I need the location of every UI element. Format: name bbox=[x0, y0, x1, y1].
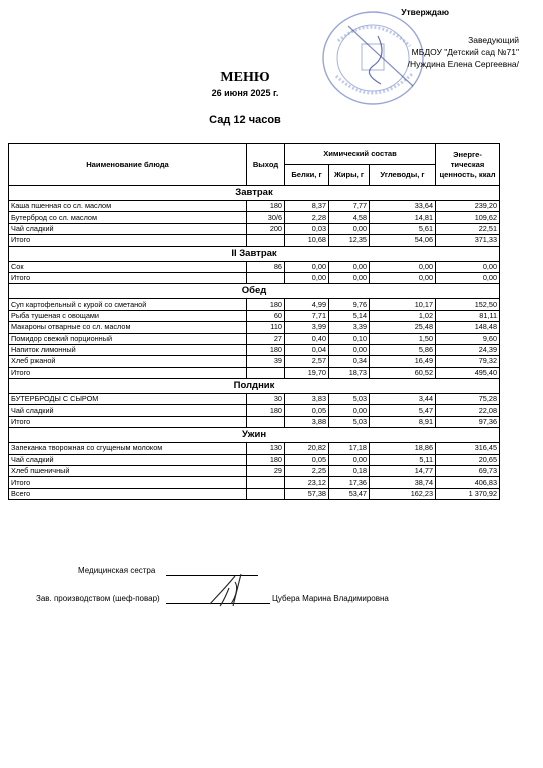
cell-energy: 152,50 bbox=[436, 299, 500, 310]
approval-name: /Нуждина Елена Сергеевна/ bbox=[407, 59, 519, 69]
table-row bbox=[9, 322, 500, 333]
dish-name: Запеканка творожная со сгущеным молоком bbox=[9, 443, 247, 454]
cell-protein: 0,00 bbox=[285, 272, 329, 283]
dish-name: Хлеб пшеничный bbox=[9, 466, 247, 477]
table-row bbox=[9, 454, 500, 465]
chef-name: Цубера Марина Владимировна bbox=[272, 594, 389, 603]
table-row bbox=[9, 443, 500, 454]
cell-energy: 81,11 bbox=[436, 310, 500, 321]
cell-output bbox=[247, 367, 285, 378]
col-header-carb: Углеводы, г bbox=[370, 165, 436, 186]
cell-energy: 75,28 bbox=[436, 394, 500, 405]
dish-name: Итого bbox=[9, 272, 247, 283]
approval-position: Заведующий bbox=[468, 35, 519, 45]
cell-protein: 3,88 bbox=[285, 416, 329, 427]
cell-energy: 406,83 bbox=[436, 477, 500, 488]
dish-name: Бутерброд со сл. маслом bbox=[9, 212, 247, 223]
cell-output: 130 bbox=[247, 443, 285, 454]
dish-name: Чай сладкий bbox=[9, 454, 247, 465]
cell-output bbox=[247, 235, 285, 246]
cell-carb: 14,81 bbox=[370, 212, 436, 223]
cell-energy: 97,36 bbox=[436, 416, 500, 427]
table-row bbox=[9, 466, 500, 477]
table-row bbox=[9, 333, 500, 344]
dish-name: Итого bbox=[9, 367, 247, 378]
nurse-label: Медицинская сестра bbox=[78, 566, 156, 575]
section-title: II Завтрак bbox=[9, 246, 500, 261]
cell-fat: 0,18 bbox=[329, 466, 370, 477]
section-title: Полдник bbox=[9, 379, 500, 394]
table-row bbox=[9, 261, 500, 272]
dish-name: Каша пшенная со сл. маслом bbox=[9, 201, 247, 212]
section-header-row bbox=[9, 186, 500, 201]
cell-fat: 12,35 bbox=[329, 235, 370, 246]
section-title: Ужин bbox=[9, 428, 500, 443]
cell-fat: 18,73 bbox=[329, 367, 370, 378]
cell-carb: 25,48 bbox=[370, 322, 436, 333]
cell-carb: 33,64 bbox=[370, 201, 436, 212]
cell-fat: 0,00 bbox=[329, 454, 370, 465]
cell-fat: 0,10 bbox=[329, 333, 370, 344]
approval-org: МБДОУ "Детский сад №71" bbox=[411, 47, 519, 57]
table-row bbox=[9, 223, 500, 234]
cell-fat: 5,03 bbox=[329, 416, 370, 427]
cell-energy: 20,65 bbox=[436, 454, 500, 465]
chef-signature bbox=[205, 568, 255, 608]
cell-fat: 53,47 bbox=[329, 488, 370, 499]
dish-name: Сок bbox=[9, 261, 247, 272]
subtotal-row bbox=[9, 272, 500, 283]
cell-energy: 79,32 bbox=[436, 356, 500, 367]
cell-carb: 162,23 bbox=[370, 488, 436, 499]
cell-energy: 316,45 bbox=[436, 443, 500, 454]
cell-protein: 20,82 bbox=[285, 443, 329, 454]
subtotal-row bbox=[9, 416, 500, 427]
cell-carb: 60,52 bbox=[370, 367, 436, 378]
cell-energy: 495,40 bbox=[436, 367, 500, 378]
cell-fat: 0,00 bbox=[329, 405, 370, 416]
cell-protein: 0,05 bbox=[285, 454, 329, 465]
section-header-row bbox=[9, 246, 500, 261]
cell-output: 180 bbox=[247, 405, 285, 416]
cell-carb: 5,47 bbox=[370, 405, 436, 416]
cell-carb: 5,11 bbox=[370, 454, 436, 465]
cell-energy: 148,48 bbox=[436, 322, 500, 333]
cell-carb: 1,50 bbox=[370, 333, 436, 344]
page-title: МЕНЮ bbox=[220, 70, 270, 85]
dish-name: Чай сладкий bbox=[9, 223, 247, 234]
cell-output bbox=[247, 477, 285, 488]
cell-output: 180 bbox=[247, 201, 285, 212]
cell-carb: 54,06 bbox=[370, 235, 436, 246]
menu-table bbox=[8, 143, 500, 500]
table-row bbox=[9, 212, 500, 223]
cell-output: 180 bbox=[247, 299, 285, 310]
cell-protein: 10,68 bbox=[285, 235, 329, 246]
cell-energy: 22,08 bbox=[436, 405, 500, 416]
table-row bbox=[9, 310, 500, 321]
dish-name: Чай сладкий bbox=[9, 405, 247, 416]
table-row bbox=[9, 201, 500, 212]
cell-output: 86 bbox=[247, 261, 285, 272]
cell-carb: 38,74 bbox=[370, 477, 436, 488]
cell-energy: 109,62 bbox=[436, 212, 500, 223]
section-title: Завтрак bbox=[9, 186, 500, 201]
cell-output: 29 bbox=[247, 466, 285, 477]
col-header-energy: Энерге-тическая ценность, ккал bbox=[436, 144, 500, 186]
section-title: Обед bbox=[9, 284, 500, 299]
table-row bbox=[9, 356, 500, 367]
cell-energy: 22,51 bbox=[436, 223, 500, 234]
total-row bbox=[9, 488, 500, 499]
cell-carb: 16,49 bbox=[370, 356, 436, 367]
cell-fat: 17,36 bbox=[329, 477, 370, 488]
cell-output bbox=[247, 488, 285, 499]
cell-energy: 69,73 bbox=[436, 466, 500, 477]
cell-energy: 1 370,92 bbox=[436, 488, 500, 499]
cell-protein: 2,28 bbox=[285, 212, 329, 223]
cell-fat: 4,58 bbox=[329, 212, 370, 223]
cell-protein: 0,04 bbox=[285, 344, 329, 355]
col-header-fat: Жиры, г bbox=[329, 165, 370, 186]
dish-name: БУТЕРБРОДЫ С СЫРОМ bbox=[9, 394, 247, 405]
cell-output: 180 bbox=[247, 454, 285, 465]
cell-protein: 0,00 bbox=[285, 261, 329, 272]
cell-carb: 10,17 bbox=[370, 299, 436, 310]
cell-fat: 0,00 bbox=[329, 261, 370, 272]
table-row bbox=[9, 344, 500, 355]
cell-protein: 23,12 bbox=[285, 477, 329, 488]
table-row bbox=[9, 394, 500, 405]
cell-carb: 18,86 bbox=[370, 443, 436, 454]
cell-protein: 0,05 bbox=[285, 405, 329, 416]
dish-name: Макароны отварные со сл. маслом bbox=[9, 322, 247, 333]
cell-output: 110 bbox=[247, 322, 285, 333]
cell-protein: 0,03 bbox=[285, 223, 329, 234]
cell-protein: 19,70 bbox=[285, 367, 329, 378]
cell-fat: 5,14 bbox=[329, 310, 370, 321]
cell-carb: 5,61 bbox=[370, 223, 436, 234]
cell-output: 27 bbox=[247, 333, 285, 344]
cell-protein: 2,25 bbox=[285, 466, 329, 477]
subtotal-row bbox=[9, 235, 500, 246]
cell-protein: 4,99 bbox=[285, 299, 329, 310]
cell-fat: 7,77 bbox=[329, 201, 370, 212]
col-header-protein: Белки, г bbox=[285, 165, 329, 186]
cell-carb: 14,77 bbox=[370, 466, 436, 477]
cell-fat: 9,76 bbox=[329, 299, 370, 310]
cell-output bbox=[247, 272, 285, 283]
col-header-chem: Химический состав bbox=[285, 144, 436, 165]
cell-fat: 3,39 bbox=[329, 322, 370, 333]
cell-output bbox=[247, 416, 285, 427]
cell-energy: 371,33 bbox=[436, 235, 500, 246]
cell-protein: 3,83 bbox=[285, 394, 329, 405]
cell-protein: 0,40 bbox=[285, 333, 329, 344]
dish-name: Итого bbox=[9, 416, 247, 427]
cell-fat: 0,00 bbox=[329, 272, 370, 283]
cell-energy: 9,60 bbox=[436, 333, 500, 344]
cell-fat: 17,18 bbox=[329, 443, 370, 454]
cell-output: 180 bbox=[247, 344, 285, 355]
cell-energy: 24,39 bbox=[436, 344, 500, 355]
dish-name: Рыба тушеная с овощами bbox=[9, 310, 247, 321]
cell-protein: 57,38 bbox=[285, 488, 329, 499]
dish-name: Хлеб ржаной bbox=[9, 356, 247, 367]
section-header-row bbox=[9, 284, 500, 299]
cell-carb: 1,02 bbox=[370, 310, 436, 321]
table-row bbox=[9, 405, 500, 416]
cell-fat: 0,00 bbox=[329, 223, 370, 234]
cell-fat: 0,00 bbox=[329, 344, 370, 355]
cell-protein: 7,71 bbox=[285, 310, 329, 321]
dish-name: Помидор свежий порционный bbox=[9, 333, 247, 344]
cell-energy: 0,00 bbox=[436, 261, 500, 272]
col-header-name: Наименование блюда bbox=[9, 144, 247, 186]
cell-energy: 0,00 bbox=[436, 272, 500, 283]
table-row bbox=[9, 299, 500, 310]
cell-protein: 2,57 bbox=[285, 356, 329, 367]
dish-name: Итого bbox=[9, 235, 247, 246]
cell-carb: 0,00 bbox=[370, 261, 436, 272]
chef-label: Зав. производством (шеф-повар) bbox=[36, 594, 160, 603]
cell-output: 30 bbox=[247, 394, 285, 405]
menu-date: 26 июня 2025 г. bbox=[211, 88, 279, 98]
cell-protein: 8,37 bbox=[285, 201, 329, 212]
subtotal-row bbox=[9, 367, 500, 378]
col-header-output: Выход bbox=[247, 144, 285, 186]
cell-carb: 3,44 bbox=[370, 394, 436, 405]
cell-output: 39 bbox=[247, 356, 285, 367]
dish-name: Всего bbox=[9, 488, 247, 499]
approval-title: Утверждаю bbox=[401, 7, 449, 17]
cell-carb: 8,91 bbox=[370, 416, 436, 427]
approval-block bbox=[401, 6, 519, 70]
cell-protein: 3,99 bbox=[285, 322, 329, 333]
dish-name: Итого bbox=[9, 477, 247, 488]
subtotal-row bbox=[9, 477, 500, 488]
cell-fat: 5,03 bbox=[329, 394, 370, 405]
cell-output: 200 bbox=[247, 223, 285, 234]
menu-subtitle: Сад 12 часов bbox=[209, 114, 281, 126]
cell-output: 60 bbox=[247, 310, 285, 321]
section-header-row bbox=[9, 428, 500, 443]
cell-output: 30/6 bbox=[247, 212, 285, 223]
dish-name: Суп картофельный с курой со сметаной bbox=[9, 299, 247, 310]
section-header-row bbox=[9, 379, 500, 394]
cell-fat: 0,34 bbox=[329, 356, 370, 367]
dish-name: Напиток лимонный bbox=[9, 344, 247, 355]
cell-energy: 239,20 bbox=[436, 201, 500, 212]
cell-carb: 0,00 bbox=[370, 272, 436, 283]
cell-carb: 5,86 bbox=[370, 344, 436, 355]
